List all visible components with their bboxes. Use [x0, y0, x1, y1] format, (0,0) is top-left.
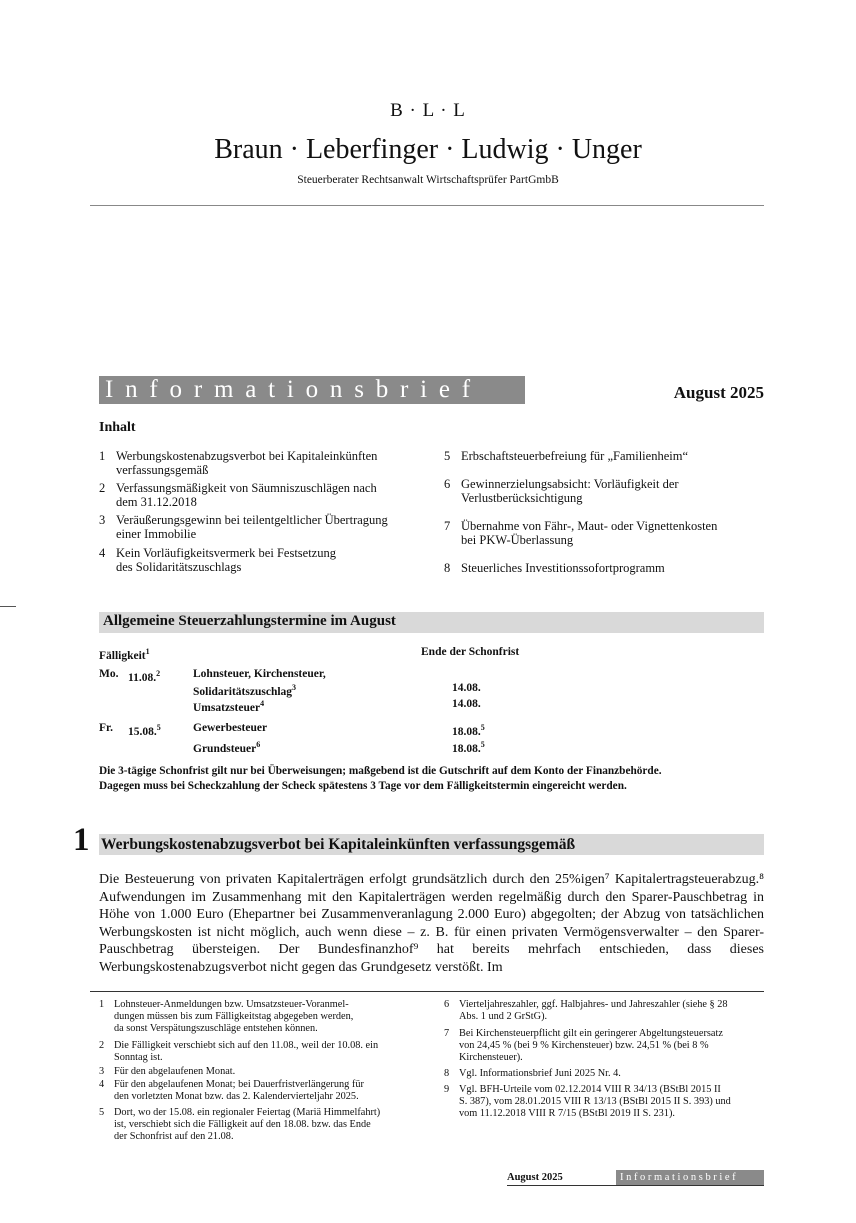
toc-item-text: Gewinnerzielungsabsicht: Vorläufigkeit der Verlustberücksichtigung: [461, 477, 679, 505]
col-end-header: Ende der Schonfrist: [421, 646, 520, 658]
row-day: Fr.: [99, 722, 113, 734]
toc-item-text: Steuerliches Investitionssofortprogramm: [461, 561, 665, 575]
row-end: 18.08.$^5$: [452, 740, 485, 755]
tax-dates-title: Allgemeine Steuerzahlungstermine im August: [103, 613, 396, 629]
article-number: 1: [73, 822, 90, 858]
schonfrist-note: Die 3-tägige Schonfrist gilt nur bei Überweisungen; maßgebend ist die Gutschrift auf dem Konto der Finanzbehörde. Dagegen muss bei Scheckzahlung der Scheck spätestens 3 Tage vor dem Fälligkeitstermin eingereicht werden.: [99, 765, 662, 792]
informationsbrief-banner: Informationsbrief: [99, 376, 525, 404]
row-date: 11.08.$^2$: [128, 669, 161, 684]
toc-item-number: 3: [99, 513, 106, 527]
firm-name: Braun · Leberfinger · Ludwig · Unger: [214, 134, 642, 165]
issue-date: August 2025: [673, 383, 764, 402]
toc-item-number: 7: [444, 519, 451, 533]
row-end: 14.08.: [452, 698, 481, 710]
toc-item-text: Übernahme von Fähr-, Maut- oder Vignettenkosten bei PKW-Überlassung: [461, 519, 718, 547]
row-tax: Gewerbesteuer: [193, 722, 268, 734]
toc-item-number: 2: [99, 481, 106, 495]
margin-fold-mark: [0, 606, 16, 607]
footer-line: [507, 1185, 764, 1186]
toc-item-number: 8: [444, 561, 451, 575]
col-due-header: Fälligkeit$^1$: [99, 647, 150, 662]
toc-item-text: Werbungskostenabzugsverbot bei Kapitaleinkünften verfassungsgemäß: [116, 449, 378, 477]
header-divider: [90, 205, 764, 206]
toc-title: Inhalt: [99, 420, 136, 435]
article-body: Die Besteuerung von privaten Kapitalerträgen erfolgt grundsätzlich durch den 25%igen⁷ Kapitalertragsteuerabzug.⁸ Aufwendungen im Zusammenhang mit den Kapitalerträgen werden regelmäßig durch den Sparer-Pauschbetrag in Höhe von 1.000 Euro (Ehepartner bei Zusammenveranlagung 2.000 Euro) abgegolten; der Abzug von tatsächlichen Werbungskosten ist nicht möglich, auch wenn diese – z. B. für einen privaten Vermögensverwalter – den Sparer-Pauschbetrag übersteigen. Der Bundesfinanzhof⁹ hat bereits mehrfach entschieden, dass dieses Werbungskostenabzugsverbot nicht gegen das Grundgesetz verstößt. Im: [99, 872, 764, 975]
toc-item-number: 6: [444, 477, 451, 491]
toc-item-text: Kein Vorläufigkeitsvermerk bei Festsetzung des Solidaritätszuschlags: [116, 546, 336, 574]
article-title: Werbungskostenabzugsverbot bei Kapitaleinkünften verfassungsgemäß: [101, 836, 576, 853]
footer-date: August 2025: [507, 1172, 563, 1183]
firm-initials: B · L · L: [390, 100, 466, 121]
row-day: Mo.: [99, 668, 119, 680]
row-tax: Grundsteuer$^6$: [193, 740, 261, 755]
toc-item-text: Veräußerungsgewinn bei teilentgeltlicher Übertragung einer Immobilie: [116, 513, 388, 541]
toc-item-text: Erbschaftsteuerbefreiung für „Familienheim“: [461, 449, 688, 463]
toc-item-number: 5: [444, 449, 451, 463]
toc-item-text: Verfassungsmäßigkeit von Säumniszuschlägen nach dem 31.12.2018: [116, 481, 377, 509]
row-tax: Lohnsteuer, Kirchensteuer, Solidaritätszuschlag$^3$: [193, 668, 326, 698]
footnote-divider: [90, 991, 764, 992]
firm-subtitle: Steuerberater Rechtsanwalt Wirtschaftsprüfer PartGmbB: [297, 174, 559, 186]
footer-banner: Informationsbrief: [616, 1170, 764, 1185]
row-tax: Umsatzsteuer$^4$: [193, 699, 265, 714]
toc-item-number: 4: [99, 546, 106, 560]
row-end: 18.08.$^5$: [452, 723, 485, 738]
toc-item-number: 1: [99, 449, 106, 463]
row-end: 14.08.: [452, 682, 481, 694]
row-date: 15.08.$^5$: [128, 723, 161, 738]
